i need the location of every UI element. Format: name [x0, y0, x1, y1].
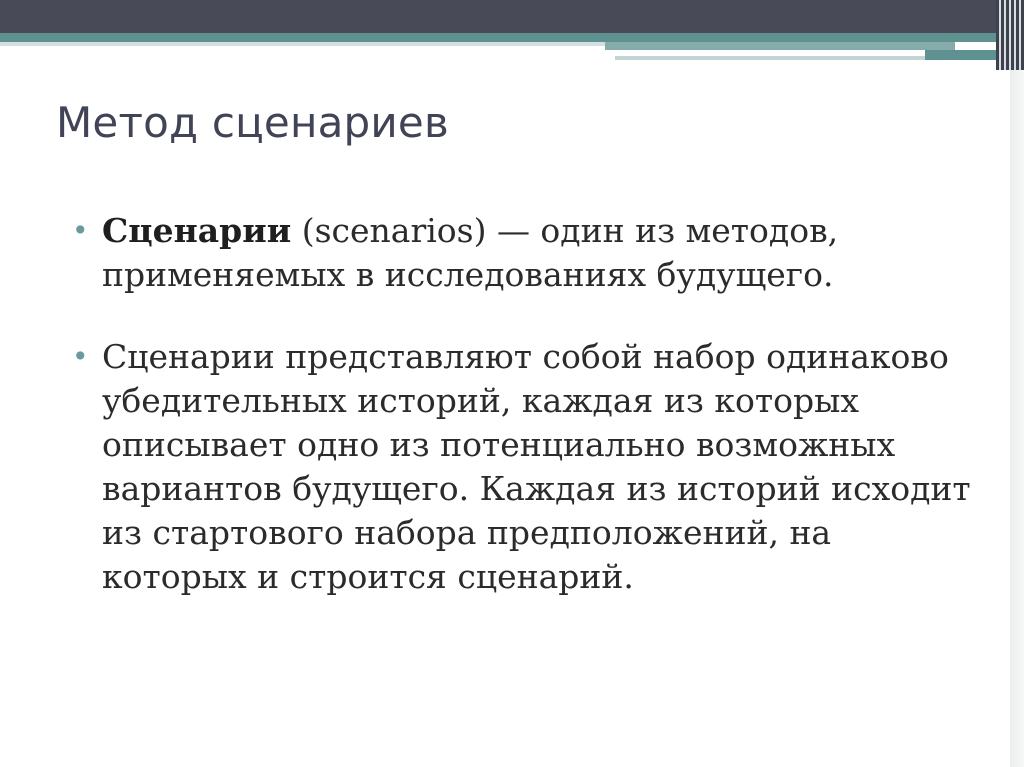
teal-accent-underline: [0, 42, 605, 46]
bullet-text: Сценарии представляют собой набор одинаково убедительных историй, каждая из которых описывает одно из потенциально возможных вариантов будущего. Каждая из историй исходит из стартового набора предположений, на которых и строится сценарий.: [102, 337, 971, 596]
bullet-item-2: [72, 335, 972, 599]
header-bar: [0, 0, 1024, 33]
decorative-accent-band: [605, 42, 1000, 66]
right-edge-shadow: [1010, 0, 1024, 767]
accent-stripe-bottom: [615, 56, 945, 60]
bullet-item-1: [72, 209, 972, 297]
bullet-text: (scenarios) — один из методов, применяемых в исследованиях будущего.: [102, 211, 839, 294]
bullet-icon: •: [72, 340, 89, 373]
bullet-term: Сценарии: [102, 211, 292, 250]
accent-stripe-top: [605, 42, 955, 50]
bullet-list: [72, 209, 972, 599]
slide-title: Метод сценариев: [56, 98, 449, 147]
accent-stripe-end: [925, 50, 1000, 60]
bullet-icon: •: [72, 214, 89, 247]
teal-accent-bar: [0, 33, 1000, 42]
decorative-stripes: [996, 0, 1024, 70]
